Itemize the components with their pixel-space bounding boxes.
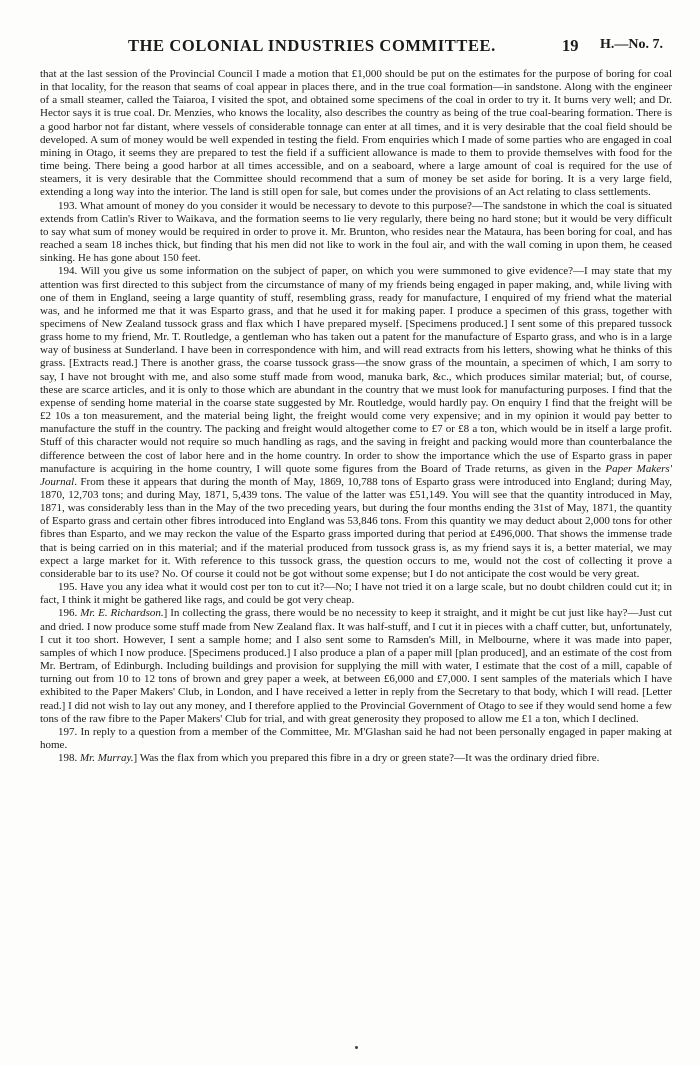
speaker-name: Mr. Murray. (80, 752, 134, 765)
paragraph-193: 193. What amount of money do you consider it would be necessary to devote to this purpose?—The sandstone in which the coal is situated extends from Catlin's River to Waikava, and the formation seems to lie very regularly, there being no hard stone; but it would be very difficult to say what sum of money would be required in order to prove it. Mr. Brunton, who resides near the Mataura, has been boring for coal, and has reached a seam 18 inches thick, but finding that his men did not like to work in the foul air, and with the wall coming in upon them, he ceased sinking. He has gone about 150 feet. (40, 199, 672, 265)
paragraph-1: that at the last session of the Provincial Council I made a motion that £1,000 should be put on the estimates for the purpose of boring for coal in that locality, for the reason that seams of coal appear in places there, and in the true coal formation—in sandstone. Along with the engineer of a small steamer, called the Taiaroa, I visited the spot, and obtained some specimens of the coal in order to try it. It burns very well; and Dr. Hector says it is true coal. Dr. Menzies, who knows the locality, also describes the country as being of the true coal-bearing formation. There is a good harbor not far distant, where vessels of considerable tonnage can enter at all times, and it is very desirable that the coal field should be developed. A sum of money would be well expended in testing the field. From enquiries which I made of some parties who are engaged in coal mining in Otago, it seems they are prepared to test the field if a sufficient allowance is made to them to provide themselves with food for the time being. There being a good harbor at all times accessible, and on a seaboard, where a large amount of coal is required for the use of steamers, it is very desirable that the Committee should recommend that a sum of money be set aside for boring. It is a very large field, extending a long way into the interior. The land is still open for sale, but comes under the provisions of an Act relating to class settlements. (40, 68, 672, 199)
paragraph-198: 198. Mr. Murray.] Was the flax from which you prepared this fibre in a dry or green state?—It was the ordinary dried fibre. (58, 752, 600, 765)
journal-title: Paper Makers' Journal (40, 462, 672, 488)
document-body (40, 68, 672, 765)
page-title: THE COLONIAL INDUSTRIES COMMITTEE. (128, 36, 496, 55)
document-reference: H.—No. 7. (600, 37, 663, 52)
speaker-name: Mr. E. Richardson. (80, 607, 164, 620)
page-number: 19 (562, 36, 579, 55)
paragraph-195: 195. Have you any idea what it would cost per ton to cut it?—No; I have not tried it on a large scale, but no doubt children could cut it; in fact, I think it might be gathered like rags, and could be got very cheap. (40, 581, 672, 607)
running-header (40, 36, 672, 58)
paragraph-194: 194. Will you give us some information on the subject of paper, on which you were summoned to give evidence?—I may state that my attention was first directed to this subject from the circumstance of many of my friends being engaged in paper making, and, while living with one of them in England, seeing a large quantity of stuff, resembling grass, ready for manufacture, I enquired of my friend what the material was, and he informed me that it was Esparto grass, and that he used it for making paper. I produce a specimen of this grass, together with specimens of New Zealand tussock grass and flax which I have prepared myself. [Specimens produced.] I sent some of this prepared tussock grass home to my friend, Mr. T. Routledge, a gentleman who has taken out a patent for the manufacture of Esparto grass, and who is in a large way of business at Sunderland. I have been in correspondence with him, and will read extracts from his letters, showing what he thinks of this grass. [Extracts read.] There is another grass, the coarse tussock grass—the snow grass of the mountain, a specimen of which, I am sorry to say, I have not brought with me, and also some stuff made from wood, manuka bark, &c., which produces similar material; but, of course, these are scarce articles, and it is only to those which are abundant in the country that we must look for manufacturing purposes. I find that the expense of sending home material in the coarse state suggested by Mr. Routledge, would hardly pay. On enquiry I find that the freight will be £2 10s a ton measurement, and the material being light, the freight would come very expensive; and in my opinion it would pay better to manufacture the stuff in the country. The packing and freight would altogether come to £7 or £8 a ton, which would be in itself a large profit. Stuff of this character would not require so much handling as rags, and the saving in freight and packing would more than counterbalance the difference between the cost of labor here and in the home country. In order to show the importance which the use of Esparto grass in paper manufacture is acquiring in the home country, I will quote some figures from the Board of Trade returns, as given in the Paper Makers' Journal. From these it appears that during the month of May, 1869, 10,788 tons of Esparto grass were introduced into England; during May, 1870, 12,703 tons; and during May, 1871, 5,439 tons. The value of the latter was £51,149. You will see that the quantity introduced in May, 1871, was considerably less than in the May of the two preceding years, but during the four months ending the 31st of May, 1871, the quantity of Esparto grass and certain other fibres introduced into England was 53,846 tons. From this quantity we may deduct about 2,000 tons for other fibres than Esparto, and we may reckon the value of the Esparto grass imported during that period at £496,000. That shows the immense trade that is being carried on in this material; and if the material produced from tussock grass is, as my friend says it is, a better material, we may expect a large market for it. With reference to this tussock grass, the question occurs to me, would not the cost of collecting it prove a considerable bar to its use? No. Of course it could not be got without some expense; but I do not anticipate the cost would be very great. (40, 265, 672, 580)
paragraph-197: 197. In reply to a question from a member of the Committee, Mr. M'Glashan said he had not been personally engaged in paper making at home. (40, 725, 672, 751)
page-mark-dot (355, 1046, 358, 1049)
paragraph-196: 196. Mr. E. Richardson.] In collecting the grass, there would be no necessity to keep it straight, and it might be cut just like hay?—Just cut and dried. I now produce some stuff made from New Zealand flax. It was half-stuff, and I cut it in pieces with a chaff cutter, but, unfortunately, I cut it too short. However, I sent a sample home; and I also sent some to Ramsden's Mill, in Melbourne, where it was made into paper, samples of which I now produce. [Specimens produced.] I also produce a plan of a paper mill [plan produced], and an estimate of the cost from Mr. Bertram, of Edinburgh. Including buildings and provision for supplying the mill with water, I estimate that the cost of a mill, capable of turning out from 10 to 12 tons of brown and grey paper a week, at between £6,000 and £7,000. I sent samples of the materials which I have exhibited to the Paper Makers' Club, in London, and I have received a letter in reply from the Secretary to that body, which I will read. [Letter read.] I did not wish to lay out any money, and I therefore applied to the Provincial Government of Otago to see if they would send home a few tons of the raw fibre to the Paper Makers' Club for trial, and with great generosity they proposed to allow me £1 a ton, which I declined. (40, 607, 672, 725)
